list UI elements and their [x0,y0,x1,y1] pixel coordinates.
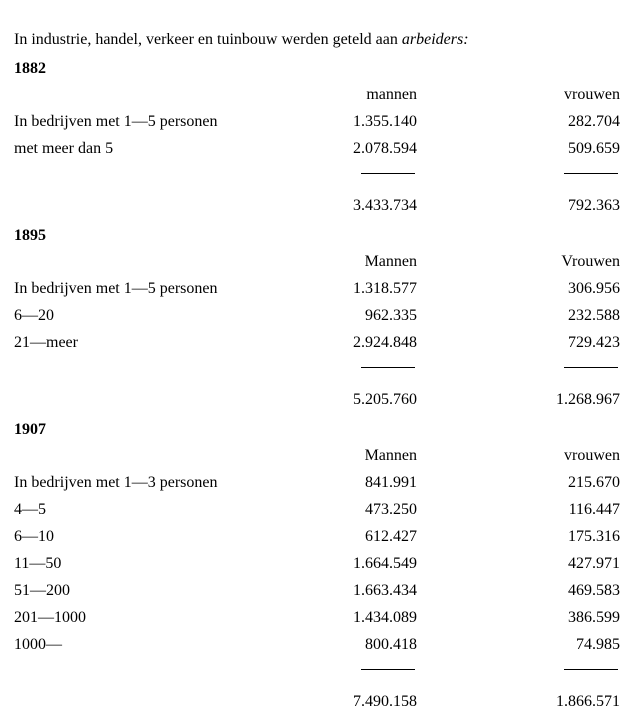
women-value: 74.985 [576,636,620,653]
total-women: 792.363 [568,197,620,214]
header-row [14,439,620,466]
men-value: 2.078.594 [353,140,417,157]
sum-rule-row [14,159,620,189]
sum-rule-row [14,655,620,685]
table-row [14,105,620,132]
table-row [14,601,620,628]
women-value: 469.583 [568,582,620,599]
total-men: 3.433.734 [353,197,417,214]
men-value: 473.250 [365,501,417,518]
sum-rule [361,367,415,368]
section-1907 [14,412,620,712]
column-header-women: Vrouwen [561,253,620,270]
section-1882 [14,51,620,216]
year-heading: 1895 [14,227,46,244]
section-1895 [14,218,620,410]
row-label: In bedrijven met 1—3 personen [14,474,218,491]
row-label: 4—5 [14,501,46,518]
men-value: 1.434.089 [353,609,417,626]
men-value: 962.335 [365,307,417,324]
men-value: 1.664.549 [353,555,417,572]
total-row [14,685,620,712]
table-row [14,493,620,520]
column-header-women: vrouwen [564,447,620,464]
column-header-men: Mannen [364,253,417,270]
table-row [14,326,620,353]
table-row [14,574,620,601]
total-row [14,189,620,216]
row-label: In bedrijven met 1—5 personen [14,113,218,130]
intro-emphasis: arbeiders: [401,31,469,48]
column-header-men: mannen [366,86,417,103]
women-value: 282.704 [568,113,620,130]
table-row [14,628,620,655]
women-value: 386.599 [568,609,620,626]
men-value: 2.924.848 [353,334,417,351]
row-label: 51—200 [14,582,70,599]
sum-rule [564,173,618,174]
table-row [14,520,620,547]
intro-paragraph [14,22,620,49]
header-row [14,78,620,105]
row-label: 11—50 [14,555,62,572]
table-row [14,272,620,299]
sum-rule-row [14,353,620,383]
header-row [14,245,620,272]
women-value: 509.659 [568,140,620,157]
women-value: 427.971 [568,555,620,572]
women-value: 729.423 [568,334,620,351]
sum-rule [361,173,415,174]
table-row [14,132,620,159]
intro-text: In industrie, handel, verkeer en tuinbouw werden geteld aan arbeiders: [14,31,469,48]
women-value: 116.447 [568,501,620,518]
women-value: 215.670 [568,474,620,491]
year-heading: 1907 [14,421,46,438]
men-value: 1.663.434 [353,582,417,599]
men-value: 800.418 [365,636,417,653]
column-header-women: vrouwen [564,86,620,103]
total-row [14,383,620,410]
table-row [14,299,620,326]
sum-rule [361,669,415,670]
total-men: 5.205.760 [353,391,417,408]
row-label: 6—20 [14,307,54,324]
women-value: 306.956 [568,280,620,297]
table-row [14,466,620,493]
women-value: 175.316 [568,528,620,545]
men-value: 1.318.577 [353,280,417,297]
row-label: 1000— [14,636,62,653]
row-label: 6—10 [14,528,54,545]
men-value: 612.427 [365,528,417,545]
women-value: 232.588 [568,307,620,324]
row-label: 21—meer [14,334,78,351]
men-value: 1.355.140 [353,113,417,130]
row-label: 201—1000 [14,609,86,626]
row-label: met meer dan 5 [14,140,114,157]
sum-rule [564,367,618,368]
row-label: In bedrijven met 1—5 personen [14,280,218,297]
year-heading: 1882 [14,60,46,77]
men-value: 841.991 [365,474,417,491]
sum-rule [564,669,618,670]
total-women: 1.268.967 [556,391,620,408]
table-row [14,547,620,574]
total-men: 7.490.158 [353,693,417,710]
column-header-men: Mannen [364,447,417,464]
total-women: 1.866.571 [556,693,620,710]
